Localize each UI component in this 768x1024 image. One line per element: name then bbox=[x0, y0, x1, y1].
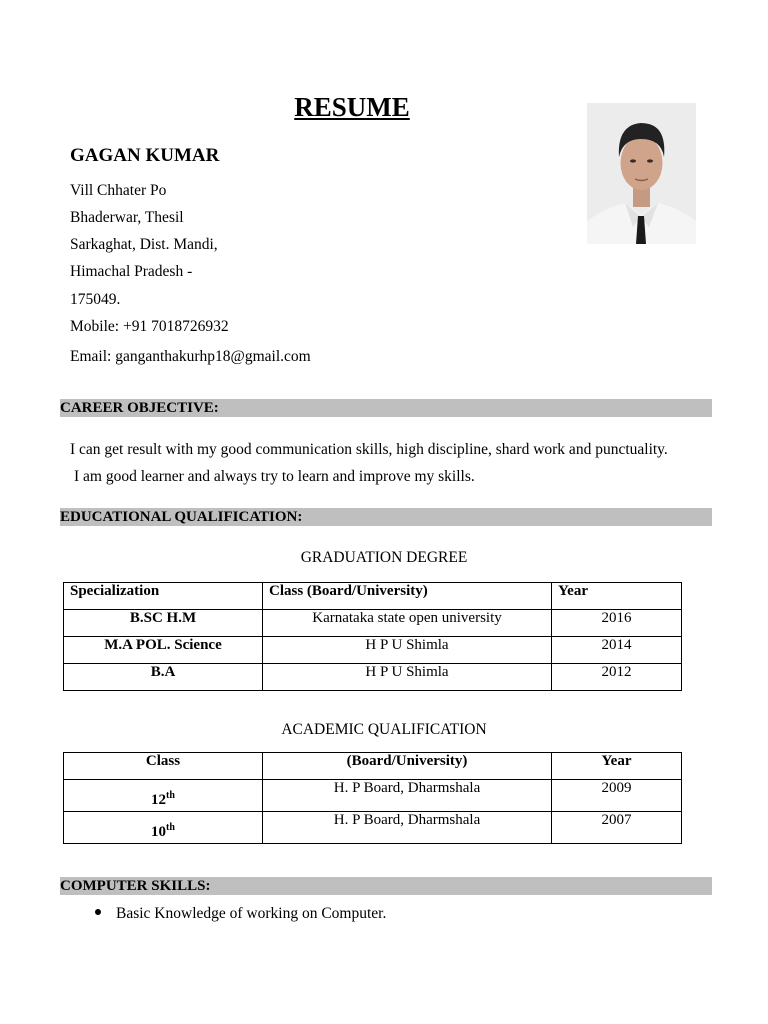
table-header: Class bbox=[64, 753, 263, 780]
email-address: Email: ganganthakurhp18@gmail.com bbox=[70, 348, 311, 365]
table-cell: 2016 bbox=[552, 610, 682, 637]
skill-text: Basic Knowledge of working on Computer. bbox=[116, 905, 387, 922]
career-objective-label: CAREER OBJECTIVE: bbox=[60, 400, 219, 416]
address-line-2: Bhaderwar, Thesil bbox=[70, 209, 184, 226]
address-line-5: 175049. bbox=[70, 291, 121, 308]
class-suffix: th bbox=[166, 822, 175, 833]
table-header: Year bbox=[552, 583, 682, 610]
class-value: 10 bbox=[151, 824, 167, 840]
graduation-caption: GRADUATION DEGREE bbox=[300, 549, 468, 566]
table-cell: M.A POL. Science bbox=[64, 637, 263, 664]
academic-table bbox=[63, 752, 682, 844]
table-row bbox=[64, 812, 682, 844]
list-item bbox=[95, 905, 386, 923]
computer-skills-heading bbox=[60, 877, 712, 895]
address-line-1: Vill Chhater Po bbox=[70, 182, 167, 199]
education-heading bbox=[60, 508, 712, 526]
address-line-3: Sarkaghat, Dist. Mandi, bbox=[70, 236, 218, 253]
table-row bbox=[64, 780, 682, 812]
table-cell: H P U Shimla bbox=[263, 664, 552, 691]
resume-title: RESUME bbox=[294, 92, 410, 122]
profile-photo bbox=[587, 103, 696, 244]
person-portrait-icon bbox=[587, 103, 696, 244]
table-cell: 2007 bbox=[552, 812, 682, 844]
table-header: (Board/University) bbox=[263, 753, 552, 780]
table-header-row bbox=[64, 583, 682, 610]
class-value: 12 bbox=[151, 792, 167, 808]
table-cell: B.SC H.M bbox=[64, 610, 263, 637]
graduation-table bbox=[63, 582, 682, 691]
table-cell: H. P Board, Dharmshala bbox=[263, 812, 552, 844]
table-cell: 2012 bbox=[552, 664, 682, 691]
academic-caption: ACADEMIC QUALIFICATION bbox=[281, 721, 487, 738]
objective-line-2: I am good learner and always try to learn and improve my skills. bbox=[74, 468, 475, 485]
table-cell: B.A bbox=[64, 664, 263, 691]
computer-skills-label: COMPUTER SKILLS: bbox=[60, 878, 211, 894]
education-label: EDUCATIONAL QUALIFICATION: bbox=[60, 509, 303, 525]
table-cell: 2014 bbox=[552, 637, 682, 664]
table-header: Class (Board/University) bbox=[263, 583, 552, 610]
table-cell bbox=[64, 812, 263, 844]
candidate-name: GAGAN KUMAR bbox=[70, 145, 220, 166]
table-row bbox=[64, 637, 682, 664]
table-row bbox=[64, 664, 682, 691]
address-line-4: Himachal Pradesh - bbox=[70, 263, 193, 280]
table-cell: H. P Board, Dharmshala bbox=[263, 780, 552, 812]
table-row bbox=[64, 610, 682, 637]
career-objective-heading bbox=[60, 399, 712, 417]
objective-line-1: I can get result with my good communication skills, high discipline, shard work and punctuality. bbox=[70, 441, 668, 458]
table-header: Year bbox=[552, 753, 682, 780]
table-cell: 2009 bbox=[552, 780, 682, 812]
table-cell: Karnataka state open university bbox=[263, 610, 552, 637]
mobile-number: Mobile: +91 7018726932 bbox=[70, 318, 229, 335]
table-cell bbox=[64, 780, 263, 812]
table-header: Specialization bbox=[64, 583, 263, 610]
class-suffix: th bbox=[166, 790, 175, 801]
bullet-icon bbox=[95, 909, 101, 915]
table-header-row bbox=[64, 753, 682, 780]
table-cell: H P U Shimla bbox=[263, 637, 552, 664]
